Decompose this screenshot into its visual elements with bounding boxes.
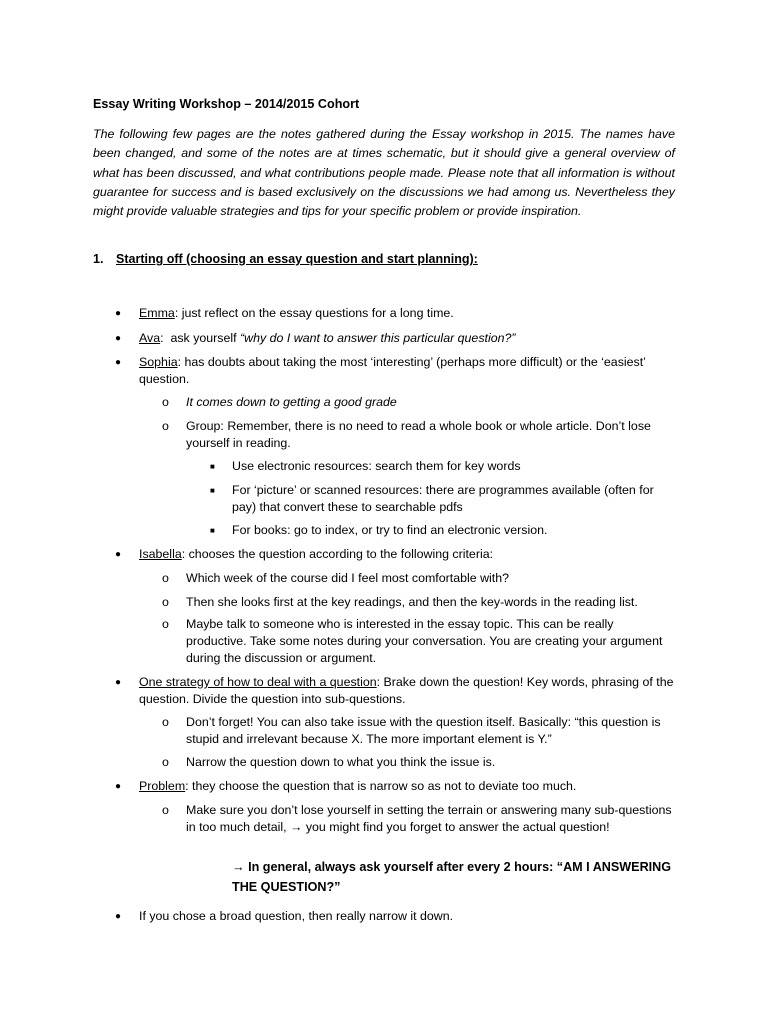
- sub-item: [162, 714, 676, 748]
- sub-item: [162, 570, 676, 587]
- circle-marker: o: [162, 571, 169, 585]
- circle-marker: o: [162, 715, 169, 729]
- section-number: 1.: [93, 252, 104, 266]
- problem-label: Problem: [139, 779, 186, 793]
- subsub-item-text: Use electronic resources: search them for key words: [232, 459, 521, 473]
- sub-item-text: Make sure you don’t lose yourself in setting the terrain or answering many sub-questions in too much detail, → you might find you forget to answer the actual question!: [186, 803, 672, 834]
- subsub-item: [210, 458, 680, 475]
- bullet-text: : they choose the question that is narrow so as not to deviate too much.: [185, 779, 577, 793]
- square-marker: ■: [210, 526, 215, 535]
- bullet-text: : Brake down the question! Key words, phrasing of the question. Divide the question into sub-questions.: [139, 675, 674, 706]
- strategy-label: One strategy of how to deal with a question: [139, 675, 377, 689]
- sub-item: [162, 394, 676, 411]
- subsub-item: [210, 522, 680, 539]
- bullet-quote: “why do I want to answer this particular question?”: [240, 331, 516, 345]
- bullet-marker: ●: [115, 333, 122, 344]
- list-item-sophia: [115, 354, 679, 388]
- bullet-text: : just reflect on the essay questions for a long time.: [174, 306, 454, 320]
- bullet-text: : has doubts about taking the most ‘interesting’ (perhaps more difficult) or the ‘easiest’ question.: [139, 355, 646, 386]
- section-heading: [93, 251, 478, 268]
- sub-item-text: Maybe talk to someone who is interested in the essay topic. This can be really productive. Take some notes during your conversation. You are creating your argument during the discussion or argument.: [186, 617, 663, 665]
- list-item-problem: [115, 778, 679, 795]
- bullet-text: : ask yourself: [160, 331, 241, 345]
- sub-item: [162, 616, 676, 667]
- circle-marker: o: [162, 755, 169, 769]
- list-item-broad: [115, 908, 679, 925]
- sub-item-text: Which week of the course did I feel most comfortable with?: [186, 571, 509, 585]
- document-title: Essay Writing Workshop – 2014/2015 Cohort: [93, 97, 360, 111]
- sub-item-text: Then she looks first at the key readings, and then the key-words in the reading list.: [186, 595, 638, 609]
- circle-marker: o: [162, 419, 169, 433]
- sub-item-text: It comes down to getting a good grade: [186, 395, 397, 409]
- list-item-strategy: [115, 674, 679, 708]
- person-name: Emma: [139, 306, 175, 320]
- sub-item-text: Narrow the question down to what you think the issue is.: [186, 755, 496, 769]
- subsub-item: [210, 482, 680, 516]
- sub-item: [162, 418, 676, 452]
- bullet-text: If you chose a broad question, then really narrow it down.: [139, 909, 454, 923]
- conclusion-note: → In general, always ask yourself after every 2 hours: “AM I ANSWERING THE QUESTION?”: [232, 860, 672, 894]
- section-title: Starting off (choosing an essay question and start planning):: [116, 252, 478, 266]
- bullet-marker: ●: [115, 781, 122, 792]
- square-marker: ■: [210, 486, 215, 495]
- person-name: Sophia: [139, 355, 178, 369]
- subsub-item-text: For ‘picture’ or scanned resources: there are programmes available (often for pay) that convert these to searchable pdfs: [232, 483, 654, 514]
- person-name: Isabella: [139, 547, 182, 561]
- bullet-text: : chooses the question according to the following criteria:: [181, 547, 494, 561]
- circle-marker: o: [162, 395, 169, 409]
- intro-paragraph: The following few pages are the notes gathered during the Essay workshop in 2015. The names have been changed, and some of the notes are at times schematic, but it should give a general overview of what has been discussed, and what contributions people made. Please note that all information is without guarantee for success and is based exclusively on the discussions we had among us. Nevertheless they might provide valuable strategies and tips for your specific problem or provide inspiration.: [93, 127, 675, 219]
- bullet-marker: ●: [115, 677, 122, 688]
- square-marker: ■: [210, 462, 215, 471]
- sub-item: [162, 594, 676, 611]
- subsub-item-text: For books: go to index, or try to find an electronic version.: [232, 523, 548, 537]
- person-name: Ava: [139, 331, 161, 345]
- sub-item-text: Don’t forget! You can also take issue with the question itself. Basically: “this question is stupid and irrelevant because X. The more important element is Y.”: [186, 715, 661, 746]
- sub-item: [162, 802, 676, 836]
- circle-marker: o: [162, 617, 169, 631]
- bullet-marker: ●: [115, 911, 122, 922]
- circle-marker: o: [162, 595, 169, 609]
- list-item-ava: [115, 330, 679, 347]
- sub-item-text: Group: Remember, there is no need to read a whole book or whole article. Don’t lose yourself in reading.: [186, 419, 651, 450]
- bullet-marker: ●: [115, 549, 122, 560]
- sub-item: [162, 754, 676, 771]
- list-item-emma: [115, 305, 679, 322]
- circle-marker: o: [162, 803, 169, 817]
- list-item-isabella: [115, 546, 679, 563]
- bullet-marker: ●: [115, 357, 122, 368]
- bullet-marker: ●: [115, 308, 122, 319]
